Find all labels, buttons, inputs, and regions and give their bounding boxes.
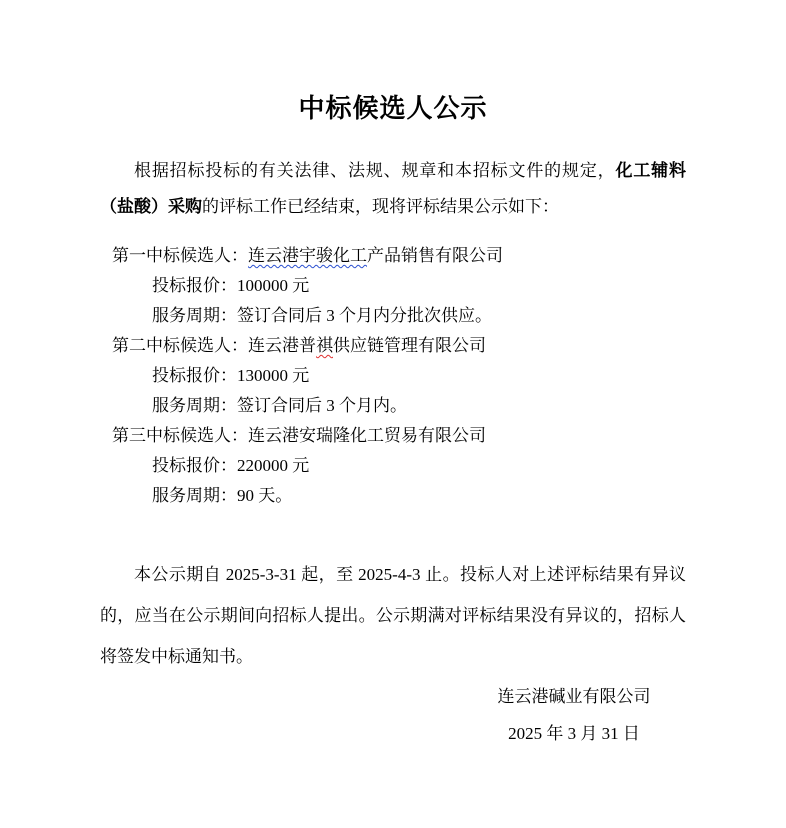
signature-company: 连云港碱业有限公司 [497, 687, 651, 706]
candidate-1-price-label: 投标报价： [152, 276, 237, 295]
candidate-2-company-spellcheck-segment: 祺 [316, 336, 333, 355]
intro-text-before: 根据招标投标的有关法律、法规、规章和本招标文件的规定， [134, 161, 616, 180]
intro-project-name-bold: 化工辅料（盐酸）采购 [100, 161, 686, 216]
candidate-1-company-spellcheck-segment: 连云港宇骏化工 [248, 246, 367, 265]
candidate-2-period-label: 服务周期： [152, 396, 237, 415]
intro-paragraph [100, 153, 686, 225]
candidate-3-company: 连云港安瑞隆化工贸易有限公司 [248, 426, 486, 445]
candidate-3-price-line [152, 451, 686, 481]
candidate-1-company-rest: 产品销售有限公司 [367, 246, 503, 265]
candidate-1-rank-label: 第一中标候选人： [112, 246, 248, 265]
candidate-3-price-label: 投标报价： [152, 456, 237, 475]
candidate-2-price-line [152, 361, 686, 391]
candidate-3-price-value: 220000 元 [237, 456, 310, 475]
candidate-1-period-line [152, 301, 686, 331]
candidate-3-period-label: 服务周期： [152, 486, 237, 505]
candidate-2-price-value: 130000 元 [237, 366, 310, 385]
candidate-2-name-line [112, 331, 686, 361]
candidate-2-period-line [152, 391, 686, 421]
signature-block [464, 682, 684, 749]
intro-text-after: 的评标工作已经结束，现将评标结果公示如下： [202, 197, 559, 216]
candidate-list [100, 241, 686, 511]
candidate-1-price-line [152, 271, 686, 301]
candidate-2-company-rest: 供应链管理有限公司 [333, 336, 486, 355]
signature-date: 2025 年 3 月 31 日 [508, 724, 640, 743]
page-title: 中标候选人公示 [298, 94, 488, 123]
candidate-3-rank-label: 第三中标候选人： [112, 426, 248, 445]
candidate-3-period-value: 90 天。 [237, 486, 293, 505]
candidate-1-period-value: 签订合同后 3 个月内分批次供应。 [237, 306, 492, 325]
candidate-1-price-value: 100000 元 [237, 276, 310, 295]
candidate-2-company-prefix: 连云港普 [248, 336, 316, 355]
closing-paragraph: 本公示期自 2025-3-31 起，至 2025-4-3 止。投标人对上述评标结果有异议的，应当在公示期间向招标人提出。公示期满对评标结果没有异议的，招标人将签发中标通知书。 [100, 565, 686, 666]
candidate-1-name-line [112, 241, 686, 271]
candidate-3-period-line [152, 481, 686, 511]
candidate-2-price-label: 投标报价： [152, 366, 237, 385]
candidate-2-rank-label: 第二中标候选人： [112, 336, 248, 355]
candidate-3-name-line [112, 421, 686, 451]
candidate-2-period-value: 签订合同后 3 个月内。 [237, 396, 407, 415]
candidate-1-period-label: 服务周期： [152, 306, 237, 325]
